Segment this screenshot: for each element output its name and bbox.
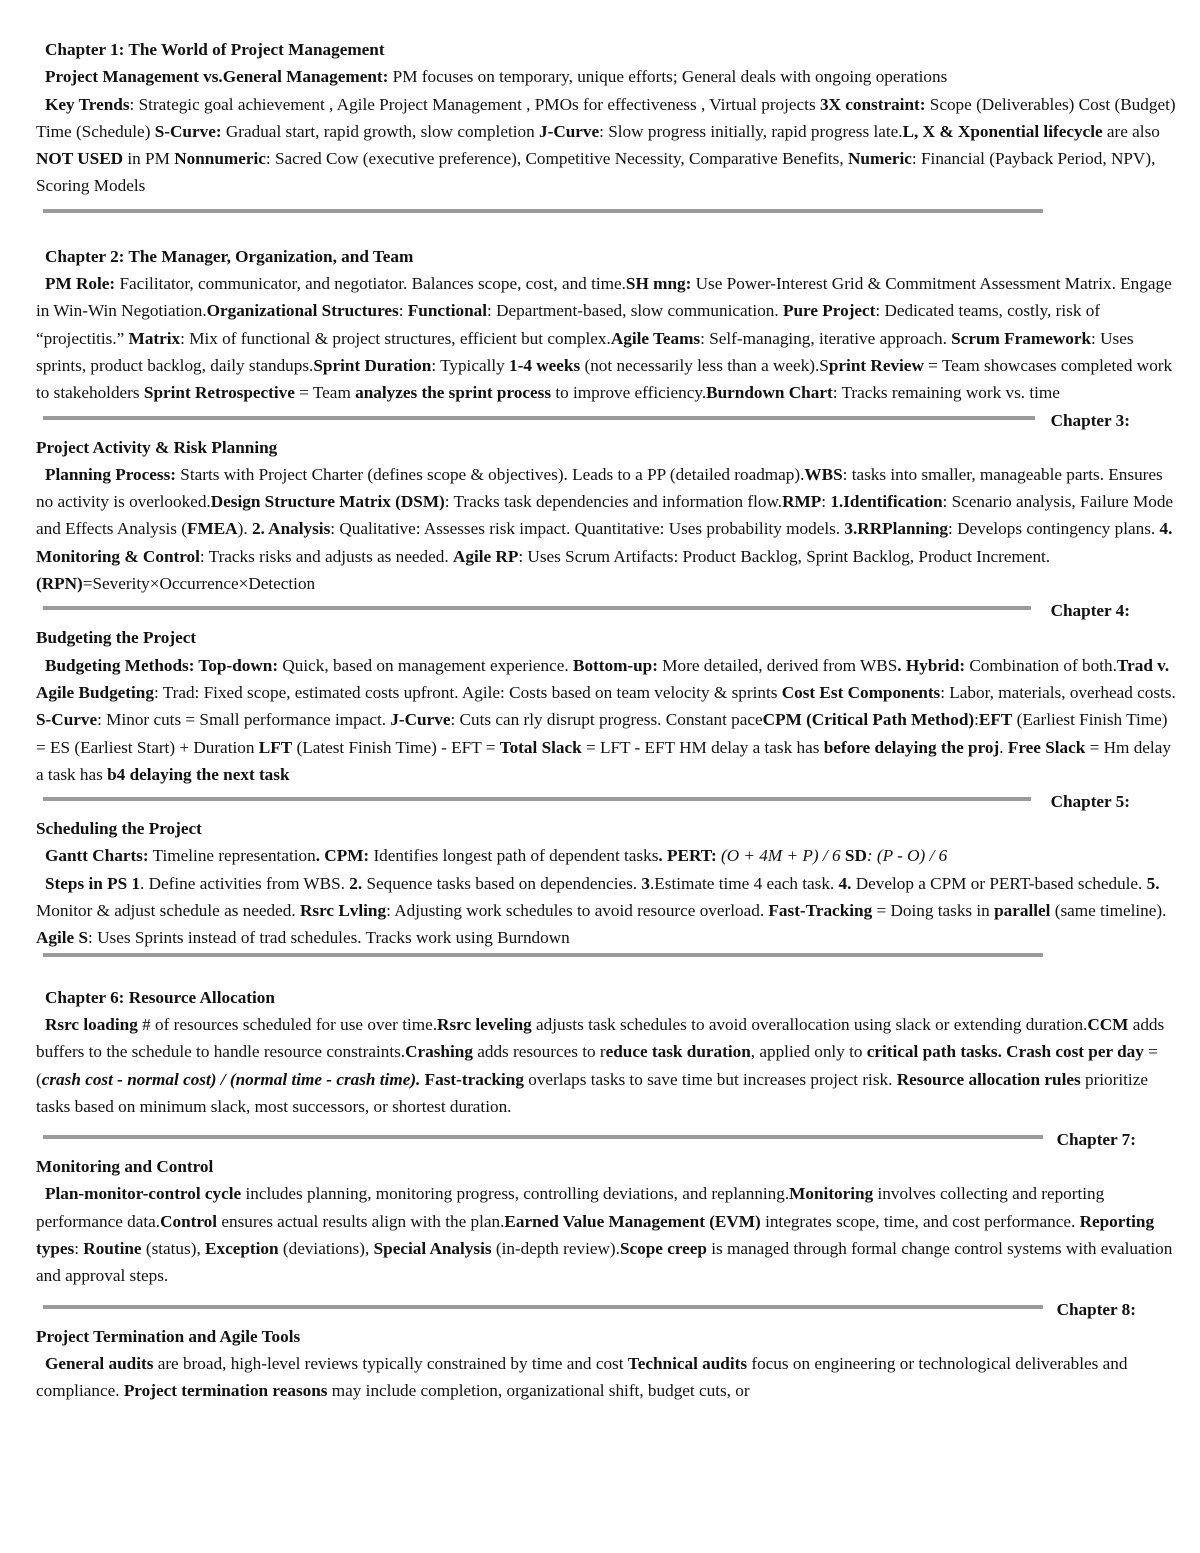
chapter-4-label: Chapter 4:: [1050, 601, 1130, 621]
chapter-1-title: Chapter 1: The World of Project Management: [45, 40, 385, 59]
chapter-7-body: Plan-monitor-control cycle includes planning, monitoring progress, controlling deviations, and replanning.Monitoring involves collecting and reporting performance data.Control ensures actual results align with the plan.Earned Value Management (EVM) integrates scope, time, and cost performance. Reporting types: Routine (status), Exception (deviations), Special Analysis (in-depth review).Scope creep is managed through formal change control systems with evaluation and approval steps.: [36, 1184, 1173, 1286]
chapter-6-body: Rsrc loading # of resources scheduled for use over time.Rsrc leveling adjusts task schedules to avoid overallocation using slack or extending duration.CCM adds buffers to the schedule to handle resource constraints.Crashing adds resources to reduce task duration, applied only to critical path tasks. Crash cost per day = (crash cost - normal cost) / (normal time - crash time). Fast-tracking overlaps tasks to save time but increases project risk. Resource allocation rules prioritize tasks based on minimum slack, most successors, or shortest duration.: [36, 1014, 1165, 1116]
chapter-4-body: Budgeting Methods: Top-down: Quick, based on management experience. Bottom-up: More detailed, derived from WBS. Hybrid: Combination of both.Trad v. Agile Budgeting: Trad: Fixed scope, estimated costs upfront. Agile: Costs based on team velocity & sprints Cost Est Components: Labor, materials, overhead costs. S-Curve: Minor cuts = Small performance impact. J-Curve: Cuts can rly disrupt progress. Constant paceCPM (Critical Path Method):EFT (Earliest Finish Time) = ES (Earliest Start) + Duration LFT (Latest Finish Time) - EFT = Total Slack = LFT - EFT HM delay a task has before delaying the proj. Free Slack = Hm delay a task has b4 delaying the next task: [36, 655, 1176, 784]
section-divider: [36, 597, 1176, 624]
chapter-8-body: General audits are broad, high-level reviews typically constrained by time and cost Technical audits focus on engineering or technological deliverables and compliance. Project termination reasons may include completion, organizational shift, budget cuts, or: [36, 1353, 1128, 1401]
chapter-2-section: [36, 243, 1176, 434]
chapter-5-label: Chapter 5:: [1050, 792, 1130, 812]
document-page: [36, 36, 1176, 1404]
chapter-7-title: Monitoring and Control: [36, 1157, 214, 1177]
chapter-3-body: Planning Process: Starts with Project Charter (defines scope & objectives). Leads to a PP (detailed roadmap).WBS: tasks into smaller, manageable parts. Ensures no activity is overlooked.Design Structure Matrix (DSM): Tracks task dependencies and information flow.RMP: 1.Identification: Scenario analysis, Failure Mode and Effects Analysis (FMEA). 2. Analysis: Qualitative: Assesses risk impact. Quantitative: Uses probability models. 3.RRPlanning: Develops contingency plans. 4. Monitoring & Control: Tracks risks and adjusts as needed. Agile RP: Uses Scrum Artifacts: Product Backlog, Sprint Backlog, Product Increment. (RPN)=Severity×Occurrence×Detection: [36, 464, 1174, 594]
section-divider: [36, 1296, 1176, 1323]
chapter-8-section: [36, 1323, 1176, 1405]
section-divider: [36, 788, 1176, 815]
chapter-8-title: Project Termination and Agile Tools: [36, 1326, 301, 1346]
chapter-3-title: Project Activity & Risk Planning: [36, 437, 278, 457]
chapter-6-title: Chapter 6: Resource Allocation: [45, 987, 275, 1007]
chapter-3-label: Chapter 3:: [1050, 410, 1130, 430]
section-divider: [36, 200, 1176, 227]
chapter-1-section: [36, 36, 1176, 227]
chapter-5-section: [36, 815, 1176, 961]
chapter-1-body: Project Management vs.General Management: PM focuses on temporary, unique efforts; General deals with ongoing operations Key Trends: Strategic goal achievement , Agile Project Management , PMOs for effectiveness , Virtual projects 3X constraint: Scope (Deliverables) Cost (Budget) Time (Schedule) S-Curve: Gradual start, rapid growth, slow completion J-Curve: Slow progress initially, rapid progress late.L, X & Xponential lifecycle are also NOT USED in PM Nonnumeric: Sacred Cow (executive preference), Competitive Necessity, Comparative Benefits, Numeric: Financial (Payback Period, NPV), Scoring Models: [36, 67, 1176, 196]
chapter-7-label: Chapter 7:: [1056, 1130, 1136, 1150]
section-divider: [36, 407, 1176, 434]
chapter-7-section: [36, 1153, 1176, 1322]
chapter-3-section: [36, 434, 1176, 625]
chapter-5-body: Gantt Charts: Timeline representation. CPM: Identifies longest path of dependent tasks. PERT: (O + 4M + P) / 6 SD: (P - O) / 6 Steps in PS 1. Define activities from WBS. 2. Sequence tasks based on dependencies. 3.Estimate time 4 each task. 4. Develop a CPM or PERT-based schedule. 5. Monitor & adjust schedule as needed. Rsrc Lvling: Adjusting work schedules to avoid resource overload. Fast-Tracking = Doing tasks in parallel (same timeline). Agile S: Uses Sprints instead of trad schedules. Tracks work using Burndown: [36, 846, 1167, 948]
chapter-8-label: Chapter 8:: [1056, 1299, 1136, 1319]
chapter-4-title: Budgeting the Project: [36, 628, 197, 648]
chapter-2-body: PM Role: Facilitator, communicator, and negotiator. Balances scope, cost, and time.SH mng: Use Power-Interest Grid & Commitment Assessment Matrix. Engage in Win-Win Negotiation.Organizational Structures: Functional: Department-based, slow communication. Pure Project: Dedicated teams, costly, risk of “projectitis.” Matrix: Mix of functional & project structures, efficient but complex.Agile Teams: Self-managing, iterative approach. Scrum Framework: Uses sprints, product backlog, daily standups.Sprint Duration: Typically 1-4 weeks (not necessarily less than a week).Sprint Review = Team showcases completed work to stakeholders Sprint Retrospective = Team analyzes the sprint process to improve efficiency.Burndown Chart: Tracks remaining work vs. time: [36, 274, 1173, 403]
chapter-5-title: Scheduling the Project: [36, 819, 202, 839]
chapter-6-section: [36, 984, 1176, 1153]
section-divider: [36, 1126, 1176, 1153]
chapter-2-title: Chapter 2: The Manager, Organization, and Team: [45, 246, 414, 266]
section-divider: [36, 952, 1176, 962]
chapter-4-section: [36, 624, 1176, 815]
